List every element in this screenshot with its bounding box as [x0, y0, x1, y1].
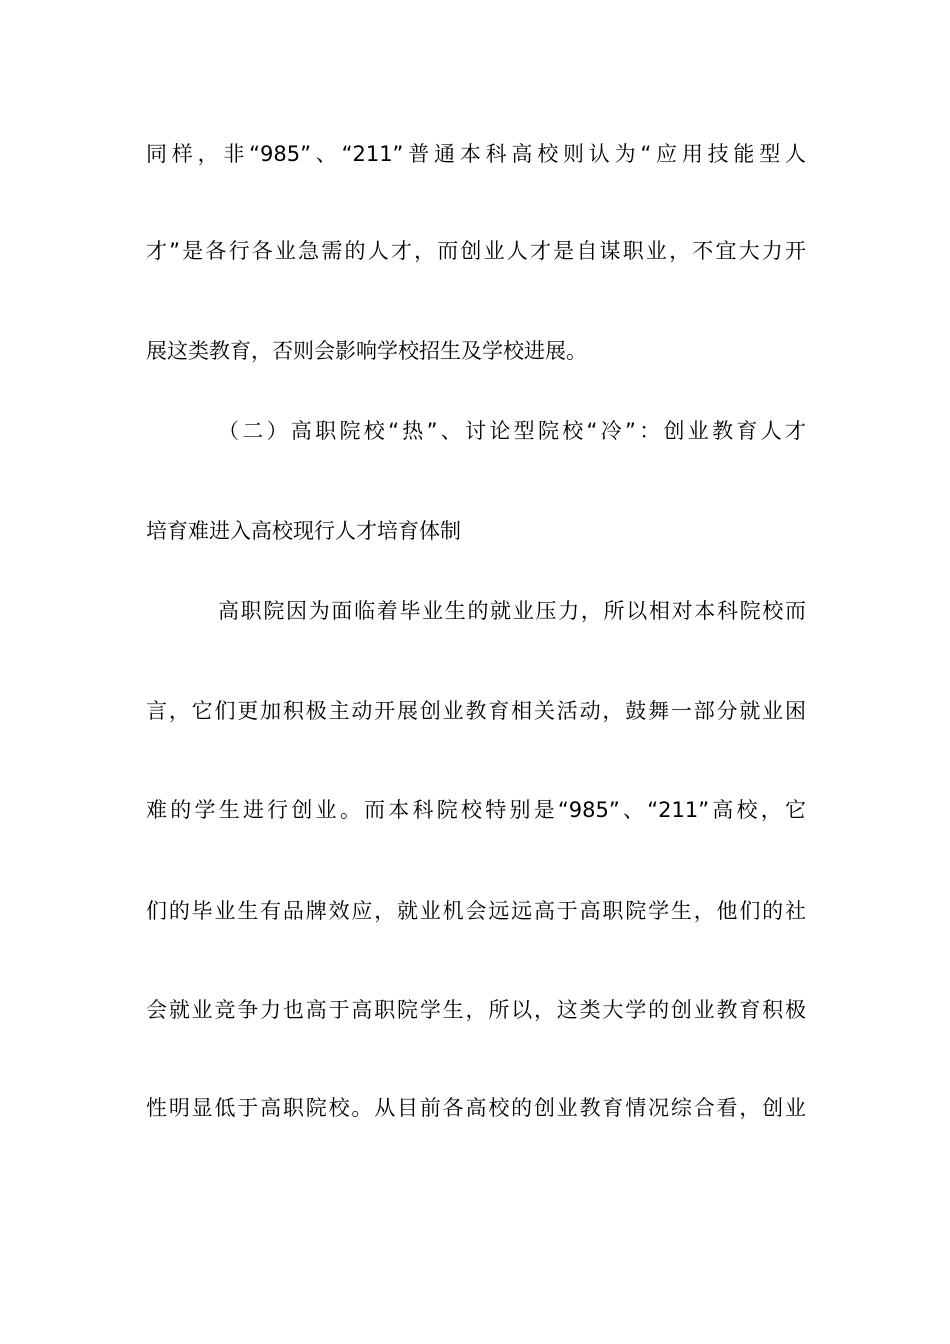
text-line: 才”是各行各业急需的人才，而创业人才是自谋职业，不宜大力开 — [146, 239, 806, 263]
text-line: 同样，非“985”、“211”普通本科高校则认为“应用技能型人 — [146, 142, 806, 166]
section-heading-continuation: 培育难进入高校现行人才培育体制 — [146, 519, 461, 543]
text-line: 高职院因为面临着毕业生的就业压力，所以相对本科院校而 — [218, 599, 806, 623]
text-line: 言，它们更加积极主动开展创业教育相关活动，鼓舞一部分就业困 — [146, 699, 806, 723]
text-line: 会就业竞争力也高于高职院学生，所以，这类大学的创业教育积极 — [146, 998, 806, 1022]
text-line: 们的毕业生有品牌效应，就业机会远远高于高职院学生，他们的社 — [146, 899, 806, 923]
section-heading: （二）高职院校“热”、讨论型院校“冷”：创业教育人才 — [218, 419, 806, 443]
text-line: 性明显低于高职院校。从目前各高校的创业教育情况综合看，创业 — [146, 1096, 806, 1120]
text-line: 展这类教育，否则会影响学校招生及学校进展。 — [146, 339, 587, 363]
text-line: 难的学生进行创业。而本科院校特别是“985”、“211”高校，它 — [146, 798, 806, 822]
